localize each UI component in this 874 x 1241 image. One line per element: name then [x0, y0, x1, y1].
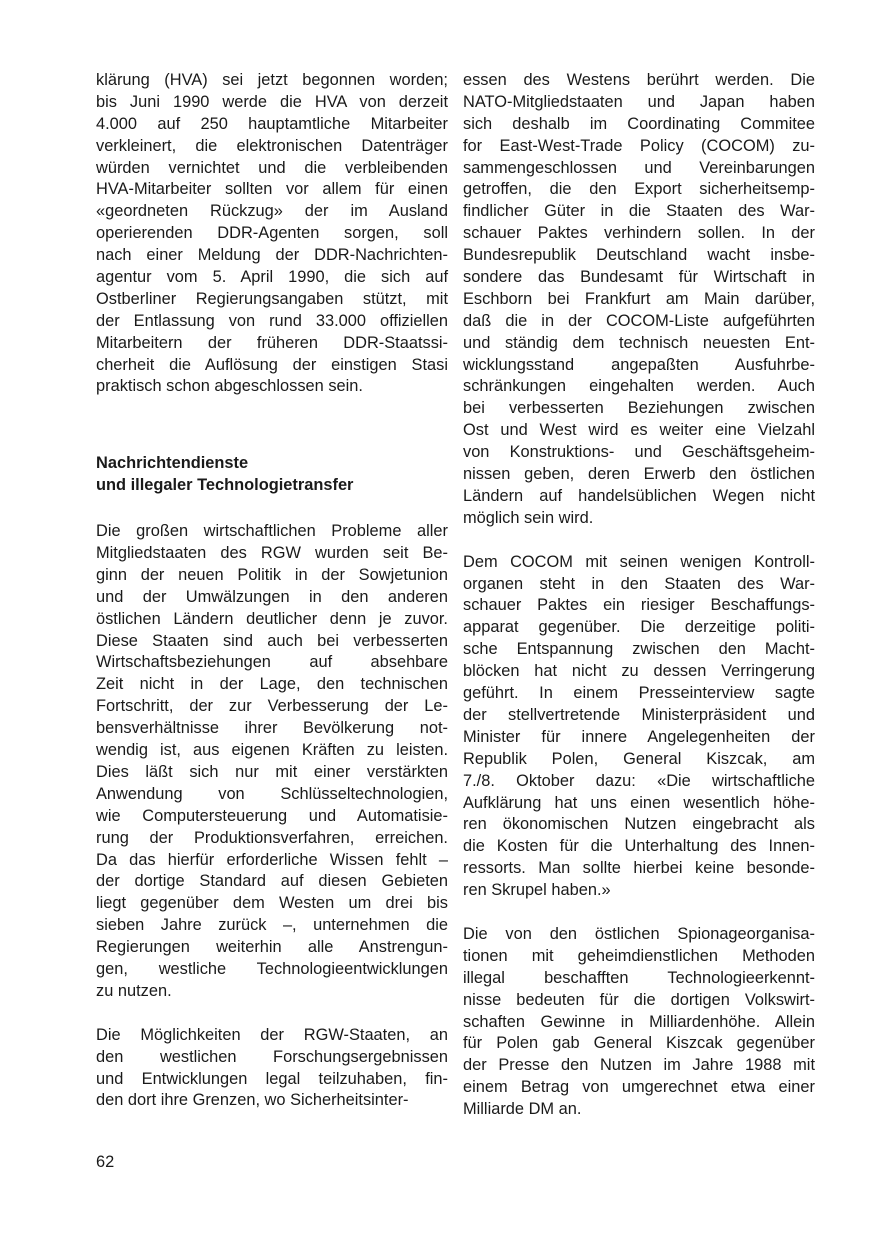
text-line: nissen geben, deren Erwerb den östlichen: [463, 465, 815, 484]
text-line: sche Entspannung zwischen den Macht-: [463, 640, 815, 659]
text-line: sich deshalb im Coordinating Commitee: [463, 114, 815, 133]
text-line: verkleinert, die elektronischen Datenträger: [96, 136, 448, 155]
text-line: nach einer Meldung der DDR-Nachrichten-: [96, 246, 448, 265]
text-line: der Presse den Nutzen im Jahre 1988 mit: [463, 1056, 815, 1075]
text-line: ressorts. Man sollte hierbei keine besonde-: [463, 859, 815, 878]
text-line: einem Betrag von umgerechnet etwa einer: [463, 1078, 815, 1097]
paragraph-spacer: [96, 1003, 448, 1025]
paragraph-spacer: [463, 902, 815, 924]
text-line: zu nutzen.: [96, 981, 172, 1000]
text-line: Dies läßt sich nur mit einer verstärkten: [96, 762, 448, 781]
text-line: den westlichen Forschungsergebnissen: [96, 1047, 448, 1066]
text-line: bei verbesserten Beziehungen zwischen: [463, 399, 815, 418]
text-line: wie Computersteuerung und Automatisie-: [96, 806, 448, 825]
text-line: Nachrichtendienste: [96, 454, 249, 473]
text-line: essen des Westens berührt werden. Die: [463, 71, 815, 89]
text-line: ginn der neuen Politik in der Sowjetunion: [96, 565, 448, 584]
right-paragraph-3: [463, 924, 815, 1121]
text-line: getroffen, die den Export sicherheitsemp-: [463, 180, 815, 199]
text-line: Diese Staaten sind auch bei verbesserten: [96, 631, 448, 650]
text-line: Republik Polen, General Kiszcak, am: [463, 749, 815, 768]
text-line: Mitarbeitern der früheren DDR-Staatssi-: [96, 333, 448, 352]
text-line: ren Skrupel haben.»: [463, 881, 611, 900]
text-line: daß die in der COCOM-Liste aufgeführten: [463, 311, 815, 330]
text-line: praktisch schon abgeschlossen sein.: [96, 377, 363, 396]
text-line: 4.000 auf 250 hauptamtliche Mitarbeiter: [96, 114, 448, 133]
text-line: Ost und West wird es weiter eine Vielzahl: [463, 421, 815, 440]
text-line: für Polen gab General Kiszcak gegenüber: [463, 1034, 815, 1053]
left-paragraph-3: [96, 1025, 448, 1113]
left-paragraph-1: [96, 70, 448, 398]
text-line: cherheit die Auflösung der einstigen Stasi: [96, 355, 448, 374]
text-line: bis Juni 1990 werde die HVA von derzeit: [96, 92, 448, 111]
text-line: Ostberliner Regierungsangaben stützt, mit: [96, 289, 448, 308]
right-paragraph-1: [463, 70, 815, 530]
text-line: rung der Produktionsverfahren, erreichen.: [96, 828, 448, 847]
text-line: die Kosten für die Unterhaltung des Innen-: [463, 837, 815, 856]
text-line: agentur vom 5. April 1990, die sich auf: [96, 268, 448, 287]
text-line: NATO-Mitgliedstaaten und Japan haben: [463, 92, 815, 111]
text-line: geführt. In einem Presseinterview sagte: [463, 684, 815, 703]
text-line: der dortige Standard auf diesen Gebieten: [96, 872, 448, 891]
text-line: Die großen wirtschaftlichen Probleme aller: [96, 522, 448, 541]
right-paragraph-2: [463, 552, 815, 902]
text-line: Wirtschaftsbeziehungen auf absehbare: [96, 653, 448, 672]
left-column: [96, 70, 448, 1112]
text-line: operierenden DDR-Agenten sorgen, soll: [96, 224, 448, 243]
text-line: Eschborn bei Frankfurt am Main darüber,: [463, 289, 815, 308]
text-line: schaften Gewinne in Milliardenhöhe. Allein: [463, 1012, 815, 1031]
right-column: [463, 70, 815, 1121]
section-heading: [96, 453, 448, 497]
text-line: den dort ihre Grenzen, wo Sicherheitsinter-: [96, 1091, 409, 1110]
text-line: und illegaler Technologietransfer: [96, 476, 354, 495]
paragraph-spacer: [463, 530, 815, 552]
text-line: würden vernichtet und die verbleibenden: [96, 158, 448, 177]
text-line: bensverhältnisse ihrer Bevölkerung not-: [96, 719, 448, 738]
paragraph-spacer: [96, 398, 448, 453]
text-line: wicklungsstand angepaßten Ausfuhrbe-: [463, 355, 815, 374]
text-line: Bundesrepublik Deutschland wacht insbe-: [463, 246, 815, 265]
left-paragraph-2: [96, 521, 448, 1003]
text-line: schauer Paktes verhindern sollen. In der: [463, 224, 815, 243]
text-line: klärung (HVA) sei jetzt begonnen worden;: [96, 71, 448, 89]
text-line: sieben Jahre zurück –, unternehmen die: [96, 916, 448, 935]
text-line: möglich sein wird.: [463, 508, 594, 527]
text-line: apparat gegenüber. Die derzeitige politi-: [463, 618, 815, 637]
text-line: blöcken hat nicht zu dessen Verringerung: [463, 662, 815, 681]
text-line: Zeit nicht in der Lage, den technischen: [96, 675, 448, 694]
paragraph-spacer: [96, 497, 448, 521]
text-line: Anwendung von Schlüsseltechnologien,: [96, 784, 448, 803]
text-line: Dem COCOM mit seinen wenigen Kontroll-: [463, 552, 815, 571]
text-line: der stellvertretende Ministerpräsident und: [463, 705, 815, 724]
text-line: schränkungen eingehalten werden. Auch: [463, 377, 815, 396]
text-line: findlicher Güter in die Staaten des War-: [463, 202, 815, 221]
text-line: Da das hierfür erforderliche Wissen fehlt –: [96, 850, 448, 869]
text-line: liegt gegenüber dem Westen um drei bis: [96, 894, 448, 913]
page-number: 62: [96, 1153, 115, 1171]
text-line: nisse bedeuten für die dortigen Volkswirt-: [463, 990, 815, 1009]
text-line: gen, westliche Technologieentwicklungen: [96, 959, 448, 978]
text-line: 7./8. Oktober dazu: «Die wirtschaftliche: [463, 771, 815, 790]
text-line: sondere das Bundesamt für Wirtschaft in: [463, 268, 815, 287]
text-line: sammengeschlossen und Vereinbarungen: [463, 158, 815, 177]
text-line: östlichen Ländern deutlicher denn je zuvor.: [96, 609, 448, 628]
text-line: Regierungen weiterhin alle Anstrengun-: [96, 938, 448, 957]
text-line: der Entlassung von rund 33.000 offiziellen: [96, 311, 448, 330]
text-line: for East-West-Trade Policy (COCOM) zu-: [463, 136, 815, 155]
text-line: Minister für innere Angelegenheiten der: [463, 727, 815, 746]
text-line: Milliarde DM an.: [463, 1100, 582, 1119]
text-line: illegal beschafften Technologieerkennt-: [463, 968, 815, 987]
text-line: von Konstruktions- und Geschäftsgeheim-: [463, 443, 815, 462]
text-line: HVA-Mitarbeiter sollten vor allem für einen: [96, 180, 448, 199]
text-line: Fortschritt, der zur Verbesserung der Le-: [96, 697, 448, 716]
text-line: wendig ist, aus eigenen Kräften zu leisten.: [96, 741, 448, 760]
text-line: «geordneten Rückzug» der im Ausland: [96, 202, 448, 221]
text-line: Aufklärung hat uns einen wesentlich höhe-: [463, 793, 815, 812]
text-line: organen steht in den Staaten des War-: [463, 574, 815, 593]
text-line: und Entwicklungen legal teilzuhaben, fin-: [96, 1069, 448, 1088]
text-line: ren ökonomischen Nutzen eingebracht als: [463, 815, 815, 834]
text-line: und ständig dem technisch neuesten Ent-: [463, 333, 815, 352]
text-line: tionen mit geheimdienstlichen Methoden: [463, 946, 815, 965]
text-line: schauer Paktes ein riesiger Beschaffungs-: [463, 596, 815, 615]
text-line: Ländern auf handelsüblichen Wegen nicht: [463, 486, 815, 505]
text-line: Mitgliedstaaten des RGW wurden seit Be-: [96, 544, 448, 563]
text-line: und der Umwälzungen in den anderen: [96, 587, 448, 606]
text-line: Die Möglichkeiten der RGW-Staaten, an: [96, 1025, 448, 1044]
text-line: Die von den östlichen Spionageorganisa-: [463, 924, 815, 943]
